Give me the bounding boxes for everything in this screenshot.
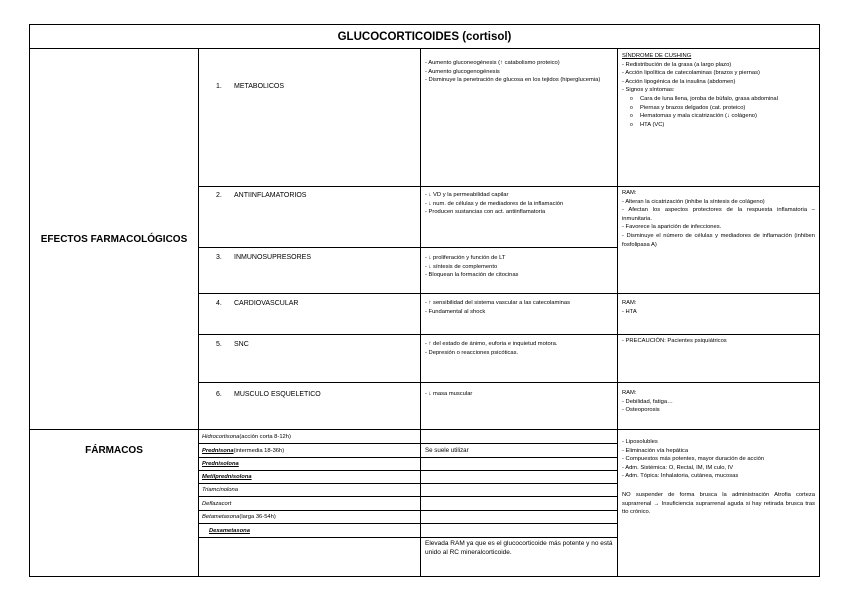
effect-line: - ↑ sensibilidad del sistema vascular a las catecolaminas xyxy=(425,300,570,306)
drug-name: Metilprednisolona xyxy=(202,474,252,480)
ram-line: - Favorece la aparición de infecciones. xyxy=(622,224,722,231)
category-number: 1. xyxy=(216,83,222,90)
drug-name: Prednisona xyxy=(202,447,234,454)
ram-line: - HTA xyxy=(622,308,637,315)
section-label-efectos: EFECTOS FARMACOLÓGICOS xyxy=(40,233,188,245)
effect-line: - ↓ VD y la permeabilidad capilar xyxy=(425,192,509,198)
withdrawal-warning: NO suspender de forma brusca la administración Atrofia corteza suprarrenal → Insuficiencia suprarrenal aguda si hay retirada brusca tras tto crónico. xyxy=(622,491,815,516)
drug-dexametasona xyxy=(199,524,420,537)
ram-line: RAM: xyxy=(622,300,637,306)
symptom-item: o HTA (VC) xyxy=(622,121,815,130)
drug-duration: (intermedia 18-36h) xyxy=(233,447,285,454)
ram-line: - Acción lipogénica de la insulina (abdomen) xyxy=(622,78,736,85)
effects-musculo-esqueletico xyxy=(421,390,617,429)
category-name: SNC xyxy=(234,341,249,348)
drug-properties xyxy=(618,435,819,576)
drug-duration: (larga 36-54h) xyxy=(239,514,276,520)
drug-name: Dexametasona xyxy=(209,527,250,534)
category-name: CARDIOVASCULAR xyxy=(234,300,299,307)
effect-line: - Depresión o reacciones psicóticas. xyxy=(425,349,519,356)
drug-metilprednisolona xyxy=(199,471,420,483)
cushing-title: SÍNDROME DE CUSHING xyxy=(622,53,692,59)
ram-cushing xyxy=(618,52,819,186)
effects-metabolicos xyxy=(421,59,617,185)
drug-prednisolona xyxy=(199,458,420,470)
category-number: 6. xyxy=(216,391,222,398)
ram-line: - Osteoporosis xyxy=(622,407,660,414)
prednisona-note: Se suele utilizar xyxy=(425,447,469,454)
property-line: - Liposolubles xyxy=(622,439,658,445)
drug-deflazacort xyxy=(199,497,420,510)
drug-hidrocortisona xyxy=(199,430,420,443)
effect-line: - Producen sustancias con act. antiinflamatoria xyxy=(425,209,546,216)
ram-line: - Signos y síntomas: xyxy=(622,87,675,94)
table-title: GLUCOCORTICOIDES (cortisol) xyxy=(337,30,512,43)
drug-betametasona xyxy=(199,511,420,523)
ram-line: - Alteran la cicatrización (inhibe la síntesis de colágeno) xyxy=(622,198,765,205)
ram-musculo-esqueletico xyxy=(618,389,819,429)
divider xyxy=(198,293,819,294)
category-metabolicos xyxy=(199,83,419,95)
effect-line: - ↑ del estado de ánimo, euforia e inquietud motora. xyxy=(425,341,558,347)
category-number: 4. xyxy=(216,300,222,307)
drug-prednisona xyxy=(199,444,420,457)
effect-line: - Bloquean la formación de citocinas xyxy=(425,272,519,279)
symptom-item: o Piernas y brazos delgados (cat. proteico) xyxy=(622,104,815,113)
effects-inmunosupresores xyxy=(421,254,617,293)
divider xyxy=(198,334,819,335)
category-cardiovascular xyxy=(199,300,419,312)
effect-line: - ↓ proliferación y función de LT xyxy=(425,255,506,261)
divider xyxy=(198,186,819,187)
property-line: - Compuestos más potentes, mayor duración de acción xyxy=(622,456,765,463)
effects-snc xyxy=(421,340,617,382)
effect-line: - Aumento glucogenogénesis xyxy=(425,68,500,75)
category-name: ANTIINFLAMATORIOS xyxy=(234,192,307,199)
section-label-farmacos: FÁRMACOS xyxy=(85,444,143,456)
drug-triamcinolona xyxy=(199,484,420,496)
category-number: 3. xyxy=(216,254,222,261)
divider xyxy=(198,382,819,383)
category-name: INMUNOSUPRESORES xyxy=(234,254,312,261)
symptom-item: o Cara de luna llena, joroba de búfalo, grasa abdominal xyxy=(622,95,815,104)
ram-line: RAM: xyxy=(622,190,637,196)
drug-name: Hidrocortisona xyxy=(202,433,240,440)
symptom-item: o Hematomas y mala cicatrización (↓ colágeno) xyxy=(622,112,815,121)
category-inmunosupresores xyxy=(199,254,419,266)
drug-name: Prednisolona xyxy=(202,461,239,467)
ram-line: - Redistribución de la grasa (a largo plazo) xyxy=(622,61,732,68)
divider xyxy=(198,247,618,248)
drug-name: Triamcinolona xyxy=(202,487,238,493)
category-number: 5. xyxy=(216,341,222,348)
effect-line: - ↓ masa muscular xyxy=(425,391,473,397)
effect-line: - Aumento gluconeogénesis (↑ catabolismo proteico) xyxy=(425,60,560,66)
ram-line: - Afectan los aspectos protectores de la respuesta inflamatoria – inmunitaria. xyxy=(622,207,815,222)
property-line: - Adm. Tópica: Inhalatoria, cutánea, mucosas xyxy=(622,473,739,480)
ram-cardiovascular xyxy=(618,299,819,334)
drug-duration: (acción corta 8-12h) xyxy=(239,433,291,440)
category-snc xyxy=(199,341,419,353)
property-line: - Adm. Sistémica: O, Rectal, IM, IM culo, IV xyxy=(622,464,734,471)
category-musculo-esqueletico xyxy=(199,391,419,403)
ram-line: - Acción lipolítica de catecolaminas (brazos y piernas) xyxy=(622,70,760,77)
property-line: - Eliminación vía hepática xyxy=(622,447,689,454)
ram-line: RAM: xyxy=(622,390,637,396)
effect-line: - ↓ num. de células y de mediadores de la inflamación xyxy=(425,200,564,207)
ram-line: - PRECAUCIÓN: Pacientes psiquiátricos xyxy=(622,338,727,344)
effect-line: - Fundamental al shock xyxy=(425,308,486,315)
effect-line: - Disminuye la penetración de glucosa en los tejidos (hiperglucemia) xyxy=(425,77,601,84)
drug-name: Deflazacort xyxy=(202,500,232,507)
ram-snc xyxy=(618,337,819,381)
effect-line: - ↓ síntesis de complemento xyxy=(425,263,498,270)
category-number: 2. xyxy=(216,192,222,199)
ram-line: - Disminuye el número de células y mediadores de inflamación (inhiben fosfolipasa A) xyxy=(622,232,815,248)
effects-antiinflamatorios xyxy=(421,191,617,247)
effects-cardiovascular xyxy=(421,299,617,334)
dexametasona-note: Elevada RAM ya que es el glucocorticoide más potente y no está unido al RC mineralcorticoide. xyxy=(425,540,613,557)
drug-name: Betametasona xyxy=(202,514,240,520)
glucocorticoid-table xyxy=(29,24,820,577)
ram-line: - Debilidad, fatiga… xyxy=(622,398,673,405)
ram-antiinflamatorios xyxy=(618,189,819,293)
category-antiinflamatorios xyxy=(199,192,419,204)
category-name: METABÓLICOS xyxy=(234,83,285,90)
category-name: MÚSCULO ESQUELÉTICO xyxy=(234,391,321,398)
